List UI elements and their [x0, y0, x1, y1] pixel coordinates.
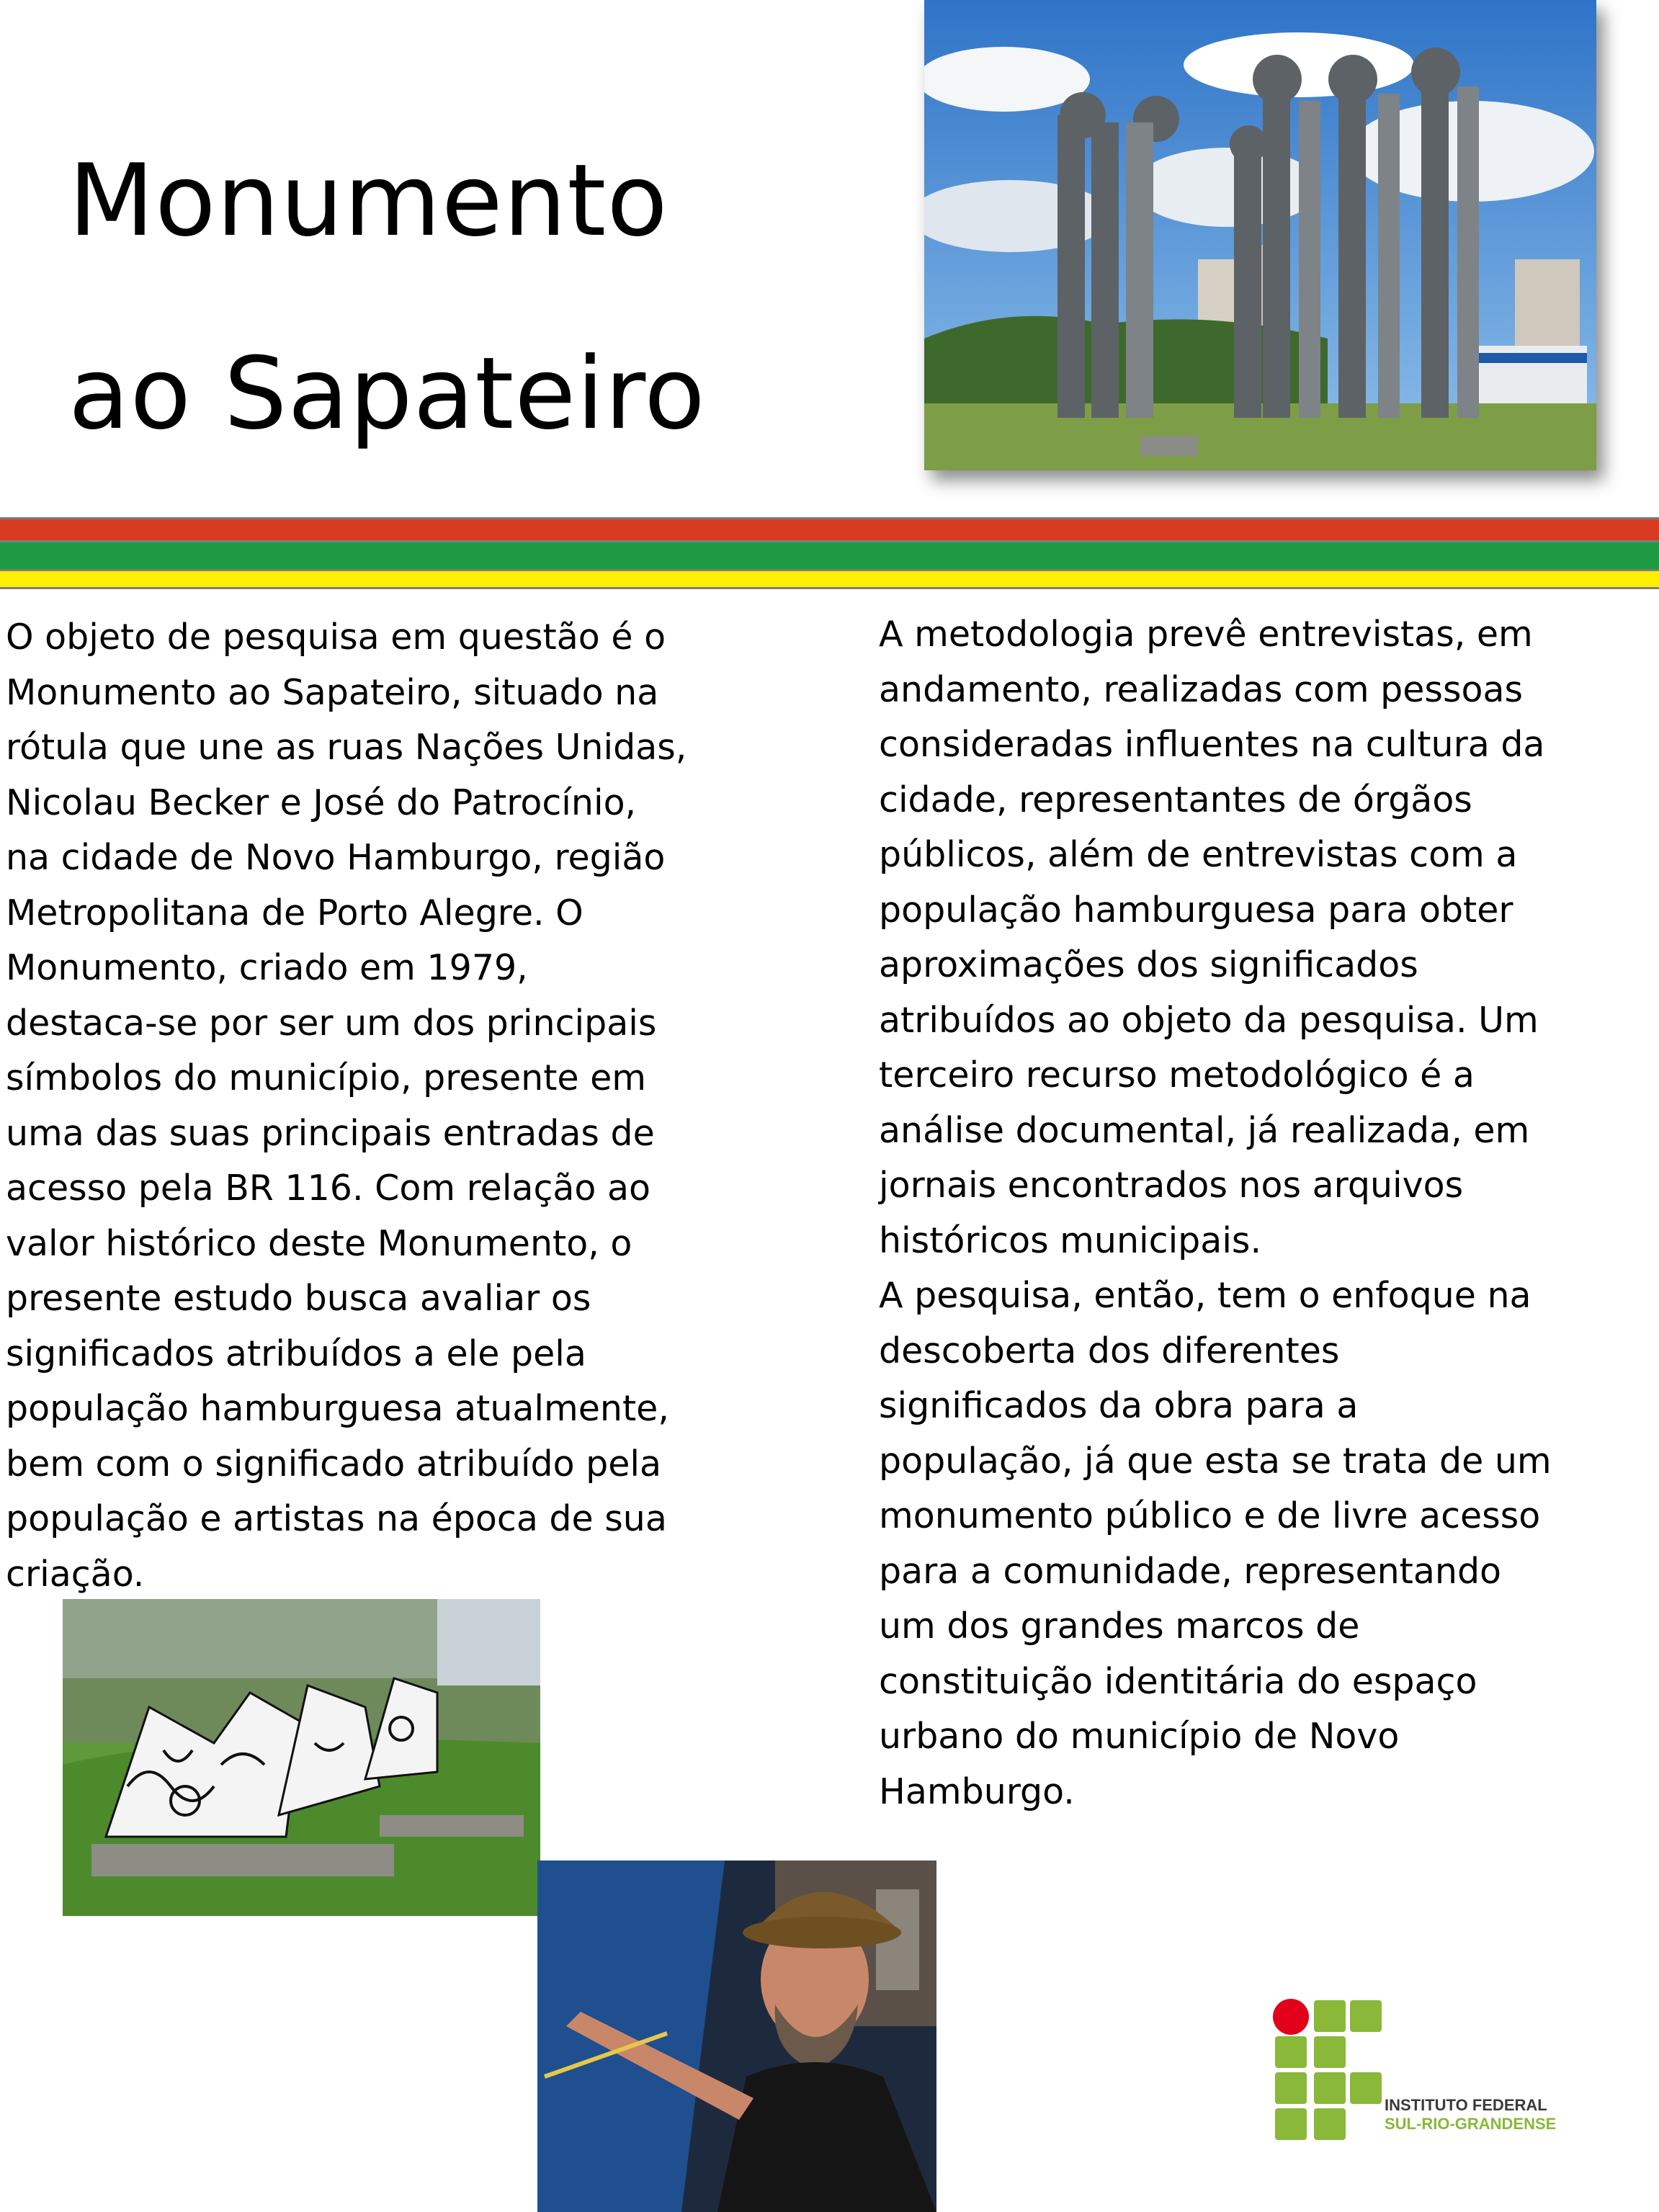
green-stripe: [0, 540, 1659, 572]
logo-text-line-2: SUL-RIO-GRANDENSE: [1385, 2115, 1557, 2133]
painted-sculptures-photo: [63, 1599, 540, 1916]
page-title: [68, 104, 897, 491]
title-line-1: Monumento: [68, 143, 668, 259]
title-line-2: ao Sapateiro: [68, 336, 706, 452]
artist-photo: [537, 1861, 936, 2212]
yellow-stripe: [0, 569, 1659, 589]
institute-logo-icon: [1269, 1995, 1385, 2154]
monument-photo: [924, 0, 1596, 470]
left-column-text: O objeto de pesquisa em questão é o Monumento ao Sapateiro, situado na rótula que une as ruas Nações Unidas, Nicolau Becker e José do Patrocínio, na cidade de Novo Hamburgo, região Metropolitana de Porto Alegre. O Monumento, criado em 1979, destaca-se por ser um dos principais símbolos do município, presente em uma das suas principais entradas de acesso pela BR 116. Com relação ao valor histórico deste Monumento, o presente estudo busca avaliar os significados atribuídos a ele pela população hamburguesa atualmente, bem com o significado atribuído pela população e artistas na época de sua criação.: [6, 617, 687, 1595]
flag-stripes: [0, 517, 1659, 589]
institute-logo: [1269, 1995, 1572, 2154]
logo-text-line-1: INSTITUTO FEDERAL: [1385, 2096, 1547, 2114]
right-column-text: A metodologia prevê entrevistas, em andamento, realizadas com pessoas consideradas influentes na cultura da cidade, representantes de órgãos públicos, além de entrevistas com a população hamburguesa para obter aproximações dos significados atribuídos ao objeto da pesquisa. Um terceiro recurso metodológico é a análise documental, já realizada, em jornais encontrados nos arquivos históricos municipais. A pesquisa, então, tem o enfoque na descoberta dos diferentes significados da obra para a população, já que esta se trata de um monumento público e de livre acesso para a comunidade, representando um dos grandes marcos de constituição identitária do espaço urbano do município de Novo Hamburgo.: [879, 614, 1552, 1812]
red-stripe: [0, 517, 1659, 543]
